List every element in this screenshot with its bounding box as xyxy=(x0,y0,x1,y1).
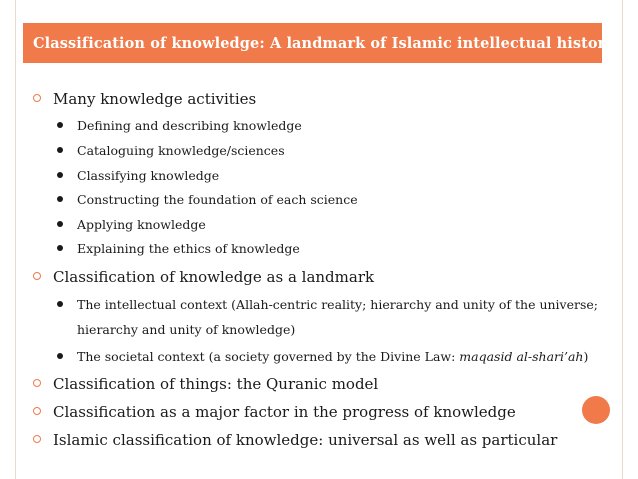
bullet-text-close: ) xyxy=(583,349,589,364)
circle-bullet-icon xyxy=(33,434,53,448)
bullet-text: Applying knowledge xyxy=(77,217,206,232)
bullet-level1 xyxy=(33,431,557,449)
bullet-level2 xyxy=(57,118,302,133)
circle-bullet-icon xyxy=(33,406,53,420)
bullet-text: Classification as a major factor in the progress of knowledge xyxy=(53,403,516,421)
bullet-text: The intellectual context (Allah-centric reality; hierarchy and unity of the universe; xyxy=(77,297,598,312)
bullet-text-italic: maqasid al-shari’ah xyxy=(459,349,584,364)
bullet-level2 xyxy=(57,143,285,158)
bullet-text-plain: The societal context (a society governed by the Divine Law: xyxy=(77,349,460,364)
circle-bullet-icon xyxy=(33,271,53,285)
bullet-level2 xyxy=(57,241,300,256)
bullet-level1 xyxy=(33,268,374,286)
decorative-circle xyxy=(582,396,610,424)
circle-bullet-icon xyxy=(33,378,53,392)
bullet-text: Classification of things: the Quranic model xyxy=(53,375,379,393)
bullet-text xyxy=(77,349,588,364)
bullet-text: Defining and describing knowledge xyxy=(77,118,302,133)
bullet-text: Cataloguing knowledge/sciences xyxy=(77,143,285,158)
dot-bullet-icon xyxy=(57,192,77,207)
dot-bullet-icon xyxy=(57,143,77,158)
bullet-text: Classification of knowledge as a landmark xyxy=(53,268,375,286)
dot-bullet-icon xyxy=(57,217,77,232)
bullet-level2 xyxy=(57,192,358,207)
bullet-text: Explaining the ethics of knowledge xyxy=(77,241,300,256)
bullet-level2 xyxy=(57,349,588,364)
circle-bullet-icon xyxy=(33,93,53,107)
dot-bullet-icon xyxy=(57,118,77,133)
dot-bullet-icon xyxy=(57,241,77,256)
bullet-text: Constructing the foundation of each science xyxy=(77,192,358,207)
bullet-level2 xyxy=(57,297,598,312)
dot-bullet-icon xyxy=(57,168,77,183)
bullet-text: Classifying knowledge xyxy=(77,168,220,183)
dot-bullet-icon xyxy=(57,297,77,312)
bullet-level1 xyxy=(33,375,378,393)
bullet-level1 xyxy=(33,90,256,108)
bullet-level2 xyxy=(57,217,206,232)
slide-title: Classification of knowledge: A landmark of Islamic intellectual history xyxy=(33,34,614,52)
bullet-level1 xyxy=(33,403,516,421)
bullet-text: Many knowledge activities xyxy=(53,90,257,108)
title-bar xyxy=(23,23,614,63)
bullet-level2 xyxy=(57,168,219,183)
bullet-continuation: hierarchy and unity of knowledge) xyxy=(77,322,296,337)
dot-bullet-icon xyxy=(57,349,77,364)
bullet-text: Islamic classification of knowledge: universal as well as particular xyxy=(53,431,558,449)
